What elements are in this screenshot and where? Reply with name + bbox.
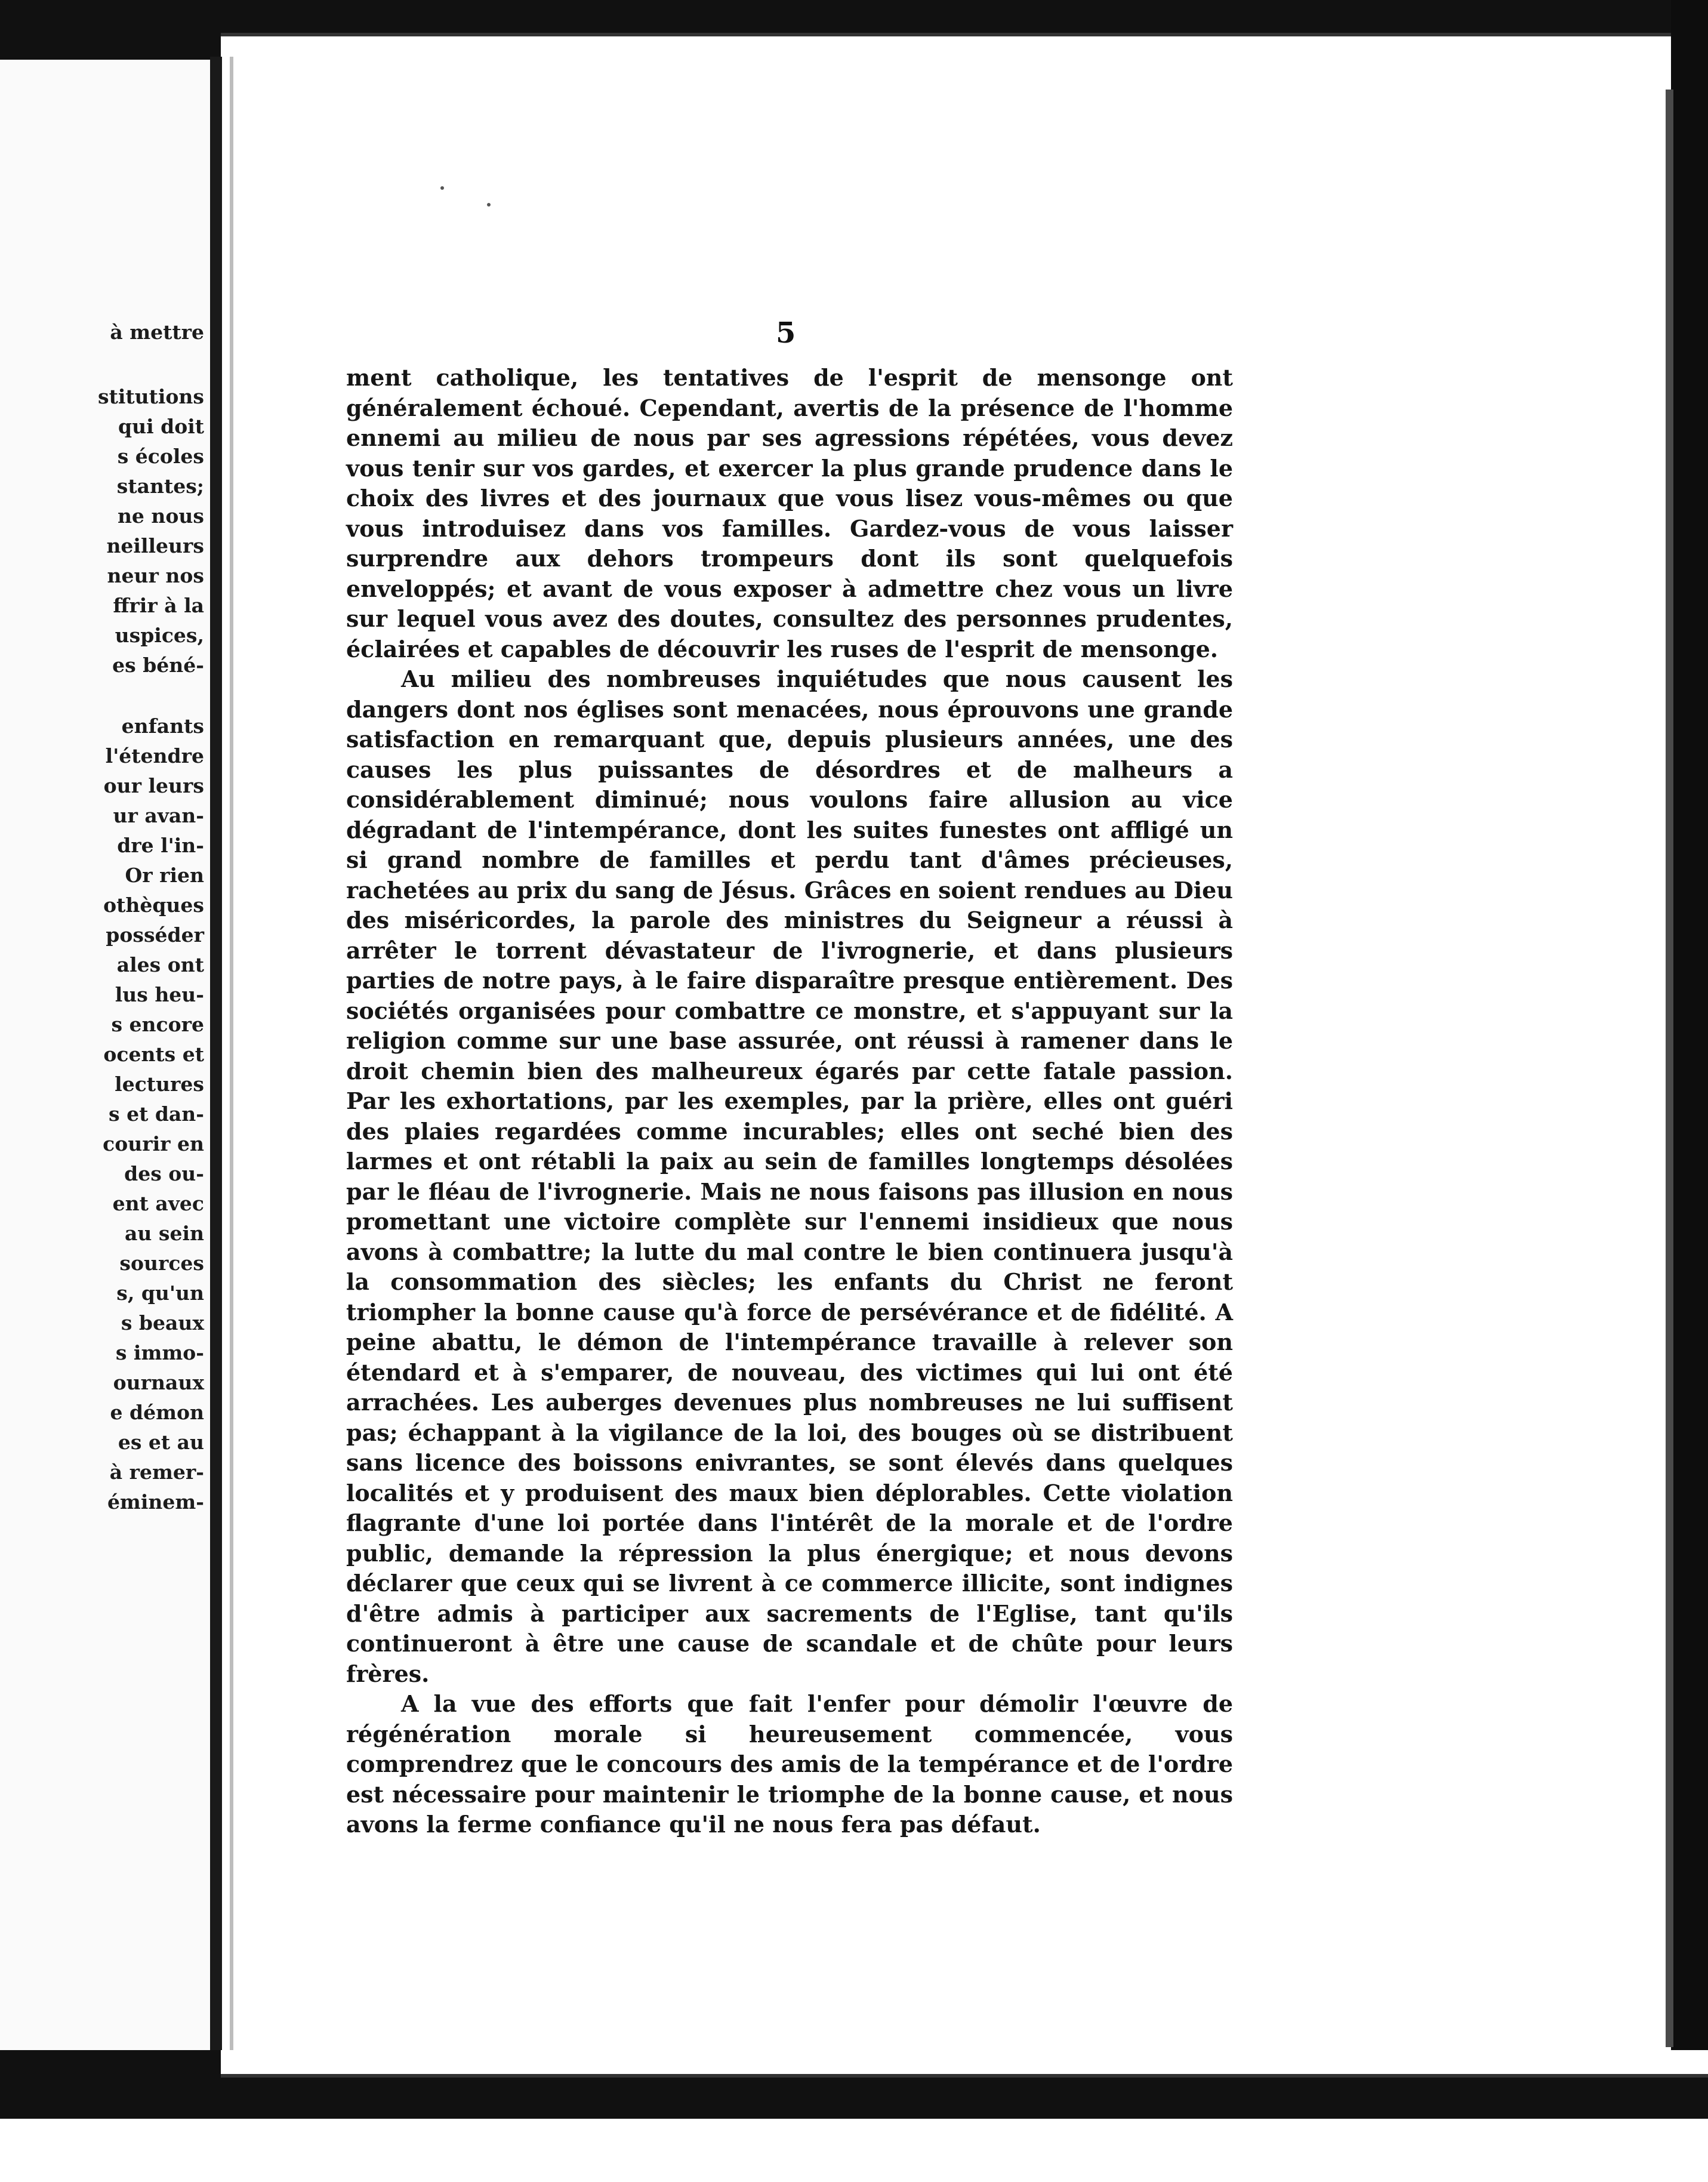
left-page-line: Or rien	[125, 864, 204, 887]
left-page-line: s beaux	[121, 1311, 204, 1335]
scan-border-top	[0, 0, 1708, 60]
left-page-line: lectures	[115, 1072, 204, 1096]
left-page-line: es et au	[118, 1431, 204, 1454]
left-page-line: s, qu'un	[116, 1281, 204, 1305]
left-page-line: des ou-	[124, 1162, 204, 1185]
left-page-line: s encore	[111, 1013, 204, 1036]
left-page-line: othèques	[103, 893, 204, 917]
left-page-line: neilleurs	[106, 534, 204, 557]
left-page-line: es béné-	[112, 654, 204, 677]
left-page-line: posséder	[106, 923, 204, 947]
left-page-line: uspices,	[115, 624, 204, 647]
left-page-fragment	[0, 60, 210, 2050]
paper-edge-bottom	[221, 2050, 1708, 2078]
book-spine	[210, 57, 222, 2053]
left-page-line: e démon	[110, 1401, 204, 1424]
paragraph-1: ment catholique, les tentatives de l'esprit de mensonge ont généralement échoué. Cependant, avertis de la présence de l'homme ennemi au milieu de nous par ses agressions répétées, vous devez vous tenir sur vos gardes, et exercer la plus grande prudence dans le choix des livres et des journaux que vous lisez vous-mêmes ou que vous introduisez dans vos familles. Gardez-vous de vous laisser surprendre aux dehors trompeurs dont ils sont quelquefois enveloppés; et avant de vous exposer à admettre chez vous un livre sur lequel vous avez des doutes, consultez des personnes prudentes, éclairées et capables de découvrir les ruses de l'esprit de mensonge.	[346, 364, 1233, 662]
left-page-line: à remer-	[109, 1460, 204, 1484]
scan-border-bottom	[0, 2050, 1708, 2119]
left-page-line: dre l'in-	[117, 834, 204, 857]
paper-edge-top	[221, 33, 1708, 63]
left-page-line: l'étendre	[105, 744, 204, 768]
left-page-line: neur nos	[107, 564, 204, 587]
paragraph-3: A la vue des efforts que fait l'enfer pour démolir l'œuvre de régénération morale si heureusement commencée, vous comprendrez que le concours des amis de la tempérance et de l'ordre est nécessaire pour maintenir le triomphe de la bonne cause, et nous avons la ferme confiance qu'il ne nous fera pas défaut.	[346, 1690, 1233, 1838]
left-page-line: ffrir à la	[113, 594, 204, 617]
left-page-line: s immo-	[115, 1341, 204, 1364]
left-page-line: ales ont	[116, 953, 204, 976]
left-page-line: ocents et	[103, 1043, 204, 1066]
left-page-line: au sein	[125, 1222, 204, 1245]
left-page-line: courir en	[103, 1132, 204, 1155]
left-page-line: sources	[119, 1252, 204, 1275]
left-page-line: our leurs	[103, 774, 204, 797]
left-page-line: ournaux	[113, 1371, 204, 1394]
left-page-line: lus heu-	[115, 983, 204, 1006]
left-page-line: ent avec	[112, 1192, 204, 1215]
paper-edge-right	[1665, 90, 1673, 2047]
left-page-line: enfants	[121, 714, 204, 738]
speck	[487, 203, 491, 207]
left-page-line: s et dan-	[109, 1102, 204, 1126]
paragraph-2: Au milieu des nombreuses inquiétudes que nous causent les dangers dont nos églises sont menacées, nous éprouvons une grande satisfaction en remarquant que, depuis plusieurs années, une des causes les plus puissantes de désordres et de malheurs a considérablement diminué; nous voulons faire allusion au vice dégradant de l'intempérance, dont les suites funestes ont affligé un si grand nombre de familles et perdu tant d'âmes précieuses, rachetées au prix du sang de Jésus. Grâces en soient rendues au Dieu des miséricordes, la parole des ministres du Seigneur a réussi à arrêter le torrent dévastateur de l'ivrognerie, et dans plusieurs parties de notre pays, à le faire disparaître presque entièrement. Des sociétés organisées pour combattre ce monstre, et s'appuyant sur la religion comme sur une base assurée, ont réussi à ramener dans le droit chemin bien des malheureux égarés par cette fatale passion. Par les exhortations, par les exemples, par la prière, elles ont guéri des plaies regardées comme incurables; elles ont seché bien des larmes et ont rétabli la paix au sein de familles longtemps désolées par le fléau de l'ivrognerie. Mais ne nous faisons pas illusion en nous promettant une victoire complète sur l'ennemi insidieux que nous avons à combattre; la lutte du mal contre le bien continuera jusqu'à la consommation des siècles; les enfants du Christ ne feront triompher la bonne cause qu'à force de persévérance et de fidélité. A peine abattu, le démon de l'intempérance travaille à relever son étendard et à s'emparer, de nouveau, des victimes qui lui ont été arrachées. Les auberges devenues plus nombreuses ne lui suffisent pas; échappant à la vigilance de la loi, des bouges où se distribuent sans licence des boissons enivrantes, se sont élevés dans quelques localités et y produisent des maux bien déplorables. Cette violation flagrante d'une loi portée dans l'intérêt de la morale et de l'ordre public, demande la répression la plus énergique; et nous devons déclarer que ceux qui se livrent à ce commerce illicite, sont indignes d'être admis à participer aux sacrements de l'Eglise, tant qu'ils continueront à être une cause de scandale et de chûte pour leurs frères.	[346, 665, 1233, 1687]
left-page-line: qui doit	[118, 415, 204, 438]
speck	[440, 186, 444, 190]
left-page-line: éminem-	[107, 1490, 204, 1514]
body-text	[346, 363, 1233, 1840]
left-page-line: stantes;	[116, 474, 204, 498]
page-number: 5	[776, 316, 796, 350]
left-page-line: à mettre	[110, 320, 204, 344]
left-page-line: ne nous	[117, 504, 204, 528]
scan-border-right	[1671, 0, 1708, 2119]
left-page-line: ur avan-	[113, 804, 204, 827]
left-page-line: stitutions	[98, 385, 204, 408]
left-page-line: s écoles	[117, 445, 204, 468]
